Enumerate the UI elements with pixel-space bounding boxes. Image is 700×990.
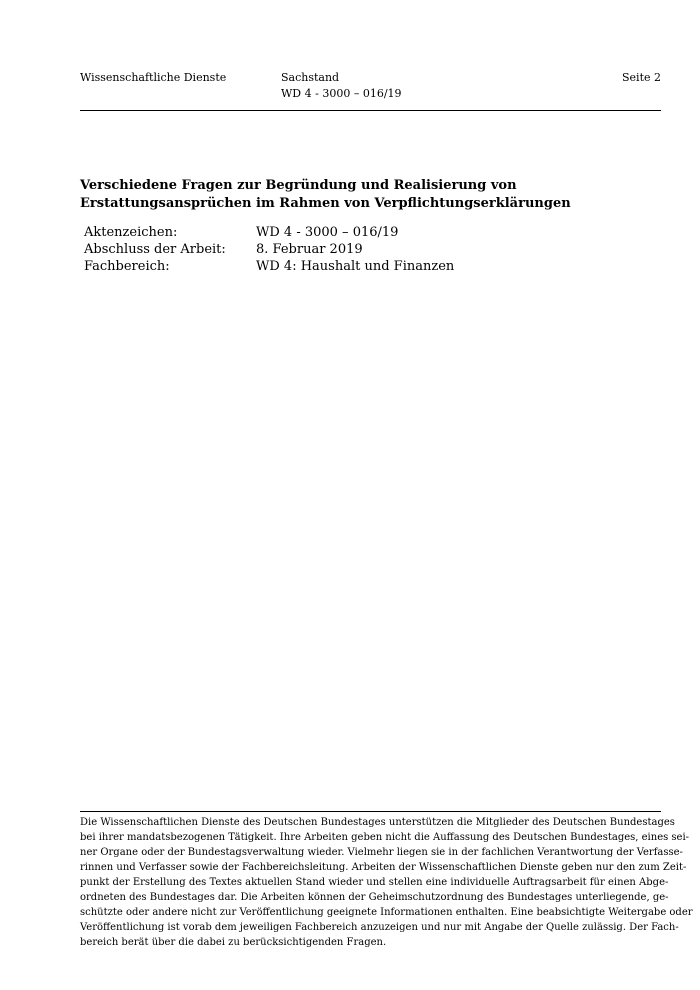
header-reference: WD 4 - 3000 – 016/19	[281, 87, 402, 100]
metadata-label: Fachbereich:	[84, 259, 170, 274]
header-document-info	[281, 70, 402, 102]
disclaimer-footer	[80, 815, 693, 950]
header-divider	[80, 110, 661, 111]
title-line: Erstattungsansprüchen im Rahmen von Verpflichtungserklärungen	[80, 196, 571, 211]
metadata-row-fachbereich	[84, 258, 604, 275]
metadata-row-aktenzeichen	[84, 224, 604, 241]
disclaimer-line: ner Organe oder der Bundestagsverwaltung wieder. Vielmehr liegen sie in der fachlichen Verantwortung der Verfasse-	[80, 847, 683, 858]
disclaimer-line: bereich berät über die dabei zu berücksichtigenden Fragen.	[80, 937, 387, 948]
metadata-value: WD 4 - 3000 – 016/19	[256, 225, 399, 240]
disclaimer-line: ordneten des Bundestages dar. Die Arbeiten können der Geheimschutzordnung des Bundestages unterliegende, ge-	[80, 892, 669, 903]
metadata-label: Aktenzeichen:	[84, 225, 178, 240]
page-header	[80, 70, 661, 110]
disclaimer-line: Die Wissenschaftlichen Dienste des Deutschen Bundestages unterstützen die Mitglieder des Deutschen Bundestages	[80, 817, 675, 828]
disclaimer-line: punkt der Erstellung des Textes aktuellen Stand wieder und stellen eine individuelle Auftragsarbeit für einen Abge-	[80, 877, 669, 888]
metadata-row-abschluss	[84, 241, 604, 258]
disclaimer-line: Veröffentlichung ist vorab dem jeweiligen Fachbereich anzuzeigen und nur mit Angabe der Quelle zulässig. Der Fach-	[80, 922, 679, 933]
header-organization: Wissenschaftliche Dienste	[80, 71, 227, 84]
footer-divider	[80, 811, 661, 812]
header-document-type: Sachstand	[281, 71, 340, 84]
metadata-value: WD 4: Haushalt und Finanzen	[256, 259, 455, 274]
document-title	[80, 177, 640, 213]
disclaimer-line: rinnen und Verfasser sowie der Fachbereichsleitung. Arbeiten der Wissenschaftlichen Dienste geben nur den zum Zeit-	[80, 862, 687, 873]
metadata-label: Abschluss der Arbeit:	[84, 242, 226, 257]
disclaimer-line: bei ihrer mandatsbezogenen Tätigkeit. Ihre Arbeiten geben nicht die Auffassung des Deutschen Bundestages, eines sei-	[80, 832, 690, 843]
title-line: Verschiedene Fragen zur Begründung und Realisierung von	[80, 178, 517, 193]
header-page-number: Seite 2	[622, 71, 661, 84]
metadata-value: 8. Februar 2019	[256, 242, 363, 257]
disclaimer-line: schützte oder andere nicht zur Veröffentlichung geeignete Informationen enthalten. Eine beabsichtigte Weitergabe oder	[80, 907, 693, 918]
document-metadata	[84, 224, 604, 275]
